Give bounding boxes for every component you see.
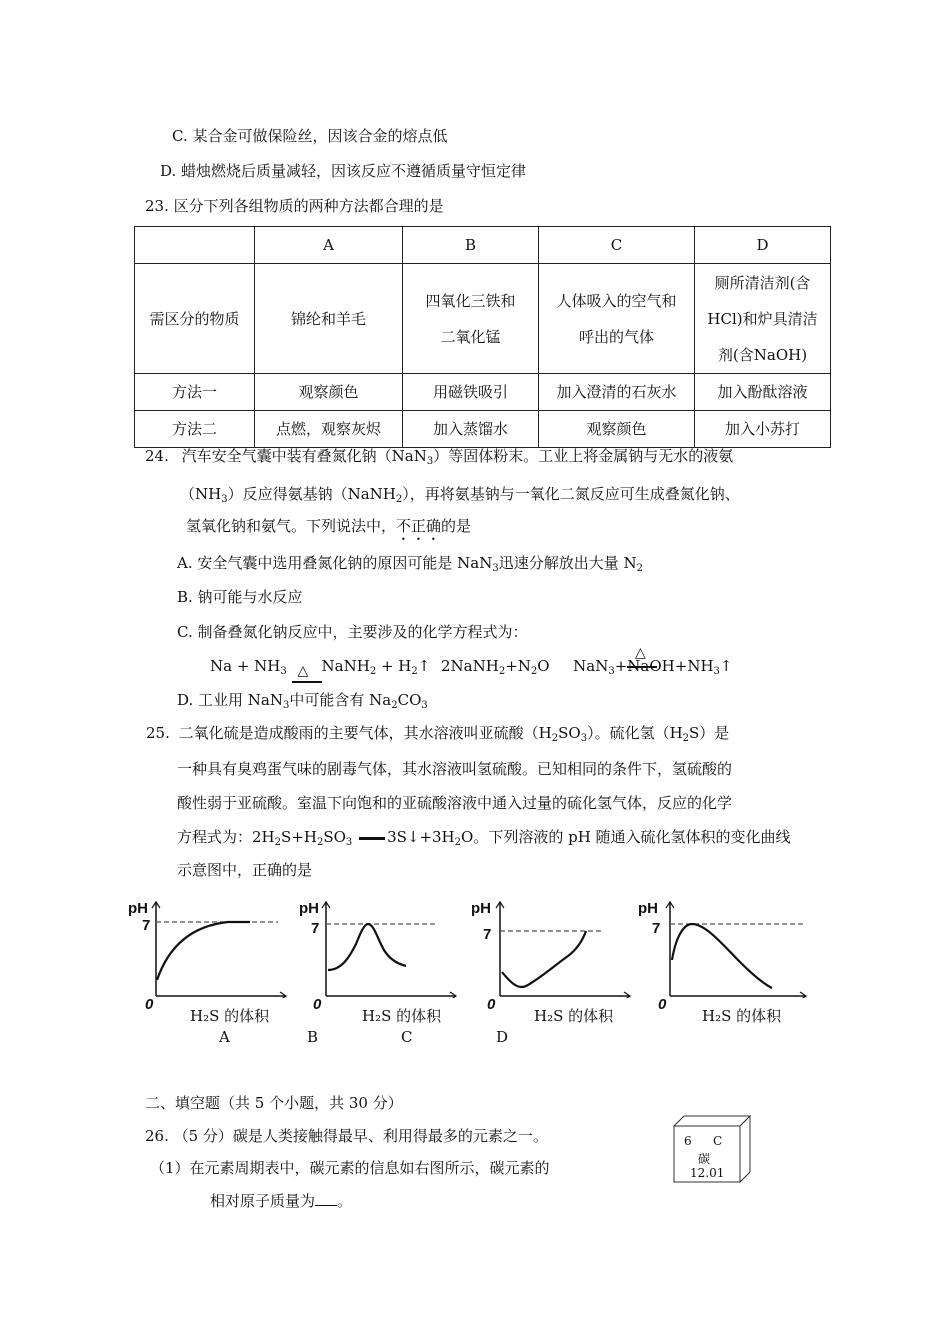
table-row [135, 411, 831, 448]
q22-option-d: D. 蜡烛燃烧后质量减轻，因该反应不遵循质量守恒定律 [160, 162, 527, 180]
tick-label: 7 [311, 920, 320, 937]
section-2-title: 二、填空题（共 5 个小题，共 30 分） [145, 1094, 403, 1112]
text: 相对原子质量为 [210, 1192, 316, 1210]
element-symbol: C [713, 1134, 723, 1148]
element-name: 碳 [698, 1152, 711, 1166]
text: 氢氧化钠和氨气。下列说法中， [186, 517, 397, 535]
ph-curve-chart [494, 898, 634, 998]
table-header-cell: B [403, 227, 539, 264]
origin-label: 0 [313, 996, 322, 1013]
choice-label-d: D [496, 1028, 509, 1046]
heat-icon: △ [635, 645, 646, 661]
table-cell: 加入小苏打 [695, 411, 831, 448]
text: O。下列溶液的 pH 随通入硫化氢体积的变化曲线 [461, 828, 791, 846]
table-cell: 点燃，观察灰烬 [255, 411, 403, 448]
x-axis-label: H₂S 的体积 [534, 1007, 614, 1025]
q23-stem: 23. 区分下列各组物质的两种方法都合理的是 [145, 197, 444, 215]
table-row [135, 264, 831, 374]
ph-curve-chart [150, 898, 290, 998]
table-header-cell: C [539, 227, 695, 264]
q24-equation-2: $2NaNH_2+N_2O$ $NaN_3+NaOH+NH_3↑$ [441, 657, 733, 677]
text: 中可能含有 Na [289, 691, 392, 709]
text: SO [558, 724, 581, 742]
text: +NaOH+NH [614, 657, 714, 675]
text: 3S↓+3H [387, 828, 455, 846]
text: SO [323, 828, 346, 846]
atomic-mass: 12.01 [690, 1166, 725, 1180]
table-cell: 需区分的物质 [135, 264, 255, 374]
choice-label-a: A [219, 1028, 230, 1046]
cell-line: 四氧化三铁和 [425, 291, 516, 310]
q24-equation-1: $Na + NH_3$ △ NaNH$_2$ + $H_2↑$ [210, 656, 430, 676]
carbon-element-card [672, 1112, 752, 1184]
text: 2NaNH [441, 657, 499, 675]
table-header-cell [135, 227, 255, 264]
text: ），再将氨基钠与一氧化二氮反应可生成叠氮化钠、 [402, 485, 740, 503]
table-cell: 加入澄清的石灰水 [539, 374, 695, 411]
table-cell: 锦纶和羊毛 [255, 264, 403, 374]
text: ）反应得氨基钠（NaNH [227, 485, 396, 503]
q24-line2: $(NH_3)$反应得氨基钠（NaNH$_2$），再将氨基钠与一氧化二氮反应可生成叠氮化钠、 [180, 485, 740, 505]
equals-mark [359, 837, 385, 840]
q26-stem: 26. （5 分）碳是人类接触得最早、利用得最多的元素之一。 [145, 1127, 548, 1145]
table-cell: 加入酚酞溶液 [695, 374, 831, 411]
x-axis-label: H₂S 的体积 [702, 1007, 782, 1025]
q24-option-d: D. 工业用 NaN$_3$中可能含有 $Na_2CO_3$ [177, 691, 428, 711]
table-header-row [135, 227, 831, 264]
cell-line: 剂(含NaOH) [717, 345, 808, 364]
cell-line: 厕所清洁剂(含 [714, 273, 811, 292]
reaction-condition [627, 645, 657, 670]
table-cell: 方法一 [135, 374, 255, 411]
ph-curve-chart [320, 898, 460, 998]
tick-label: 7 [483, 926, 492, 943]
q25-line4: 方程式为：$2H_2S+H_2SO_3$ $3S↓+3H_2O$。下列溶液的 pH 随通入硫化氢体积的变化曲线 [177, 828, 791, 848]
question-number: 25. [146, 724, 170, 742]
text: +N [505, 657, 531, 675]
q24-option-c: C. 制备叠氮化钠反应中，主要涉及的化学方程式为： [177, 623, 528, 641]
q23-table [134, 226, 831, 448]
cell-line: 呼出的气体 [578, 327, 654, 346]
y-axis-label: pH [128, 900, 148, 917]
atomic-number: 6 [684, 1134, 692, 1148]
text: ）等固体粉末。工业上将金属钠与无水的液氨 [433, 447, 734, 465]
choice-label-c: C [401, 1028, 413, 1046]
table-cell [539, 264, 695, 374]
x-axis-label: H₂S 的体积 [190, 1007, 270, 1025]
table-cell: 观察颜色 [255, 374, 403, 411]
table-cell: 加入蒸馏水 [403, 411, 539, 448]
table-header-cell: D [695, 227, 831, 264]
x-axis-label: H₂S 的体积 [362, 1007, 442, 1025]
text: CO [397, 691, 422, 709]
text: 迅速分解放出大量 N [498, 554, 637, 572]
emphasized-text: 不正确 [396, 517, 442, 535]
text: 。 [337, 1192, 353, 1210]
q26-part1-line1: （1）在元素周期表中，碳元素的信息如右图所示，碳元素的 [150, 1159, 550, 1177]
q24-option-a: A. 安全气囊中选用叠氮化钠的原因可能是 NaN$_3$迅速分解放出大量 $N_2$ [177, 554, 643, 574]
heat-icon: △ [297, 663, 309, 679]
table-cell [403, 264, 539, 374]
text: ↑ [719, 657, 733, 675]
q25-line3: 酸性弱于亚硫酸。室温下向饱和的亚硫酸溶液中通入过量的硫化氢气体，反应的化学 [177, 794, 733, 812]
question-number: 24. [145, 447, 169, 465]
text: 汽车安全气囊中装有叠氮化钠（NaN [181, 447, 427, 465]
origin-label: 0 [658, 996, 667, 1013]
tick-label: 7 [652, 920, 661, 937]
text: ↑ [417, 657, 431, 675]
y-axis-label: pH [299, 900, 319, 917]
q24-option-b: B. 钠可能与水反应 [177, 588, 303, 606]
text: 的是 [441, 517, 472, 535]
y-axis-label: pH [471, 900, 491, 917]
answer-blank[interactable] [315, 1191, 337, 1206]
text: A. 安全气囊中选用叠氮化钠的原因可能是 NaN [177, 554, 493, 572]
text: ）。硫化氢（H [587, 724, 683, 742]
table-cell: 用磁铁吸引 [403, 374, 539, 411]
origin-label: 0 [487, 996, 496, 1013]
y-axis-label: pH [638, 900, 658, 917]
q25-line1: 25. 二氧化硫是造成酸雨的主要气体，其水溶液叫亚硫酸$(H_2SO_3)$。硫化氢$(H_2S)$是 [146, 724, 730, 744]
table-cell: 观察颜色 [539, 411, 695, 448]
q24-line3 [186, 516, 471, 544]
q25-line5: 示意图中，正确的是 [177, 861, 313, 879]
text: S+H [281, 828, 317, 846]
text: 二氧化硫是造成酸雨的主要气体，其水溶液叫亚硫酸（H [178, 724, 552, 742]
text: 方程式为：2H [177, 828, 275, 846]
table-row [135, 374, 831, 411]
text: （NH [180, 485, 222, 503]
q26-part1-line2 [210, 1191, 352, 1211]
q22-option-c: C. 某合金可做保险丝，因该合金的熔点低 [172, 127, 448, 145]
text: O [537, 657, 550, 675]
table-cell [695, 264, 831, 374]
cell-line: HCl)和炉具清洁 [707, 309, 818, 328]
q25-line2: 一种具有臭鸡蛋气味的剧毒气体，其水溶液叫氢硫酸。已知相同的条件下，氢硫酸的 [177, 760, 733, 778]
q24-line1: 24. 汽车安全气囊中装有叠氮化钠（NaN$_3$）等固体粉末。工业上将金属钠与无水的液氨 [145, 447, 734, 467]
origin-label: 0 [145, 996, 154, 1013]
text: S）是 [689, 724, 730, 742]
text: Na + NH [210, 657, 281, 675]
text: D. 工业用 NaN [177, 691, 283, 709]
choice-label-b: B [307, 1028, 319, 1046]
ph-curve-chart [664, 898, 810, 998]
cell-line: 人体吸入的空气和 [556, 291, 677, 310]
table-cell: 方法二 [135, 411, 255, 448]
cell-line: 二氧化锰 [440, 327, 501, 346]
text: + H [376, 657, 412, 675]
tick-label: 7 [142, 917, 151, 934]
text: NaN [573, 657, 609, 675]
table-header-cell: A [255, 227, 403, 264]
text: NaNH [321, 657, 370, 675]
